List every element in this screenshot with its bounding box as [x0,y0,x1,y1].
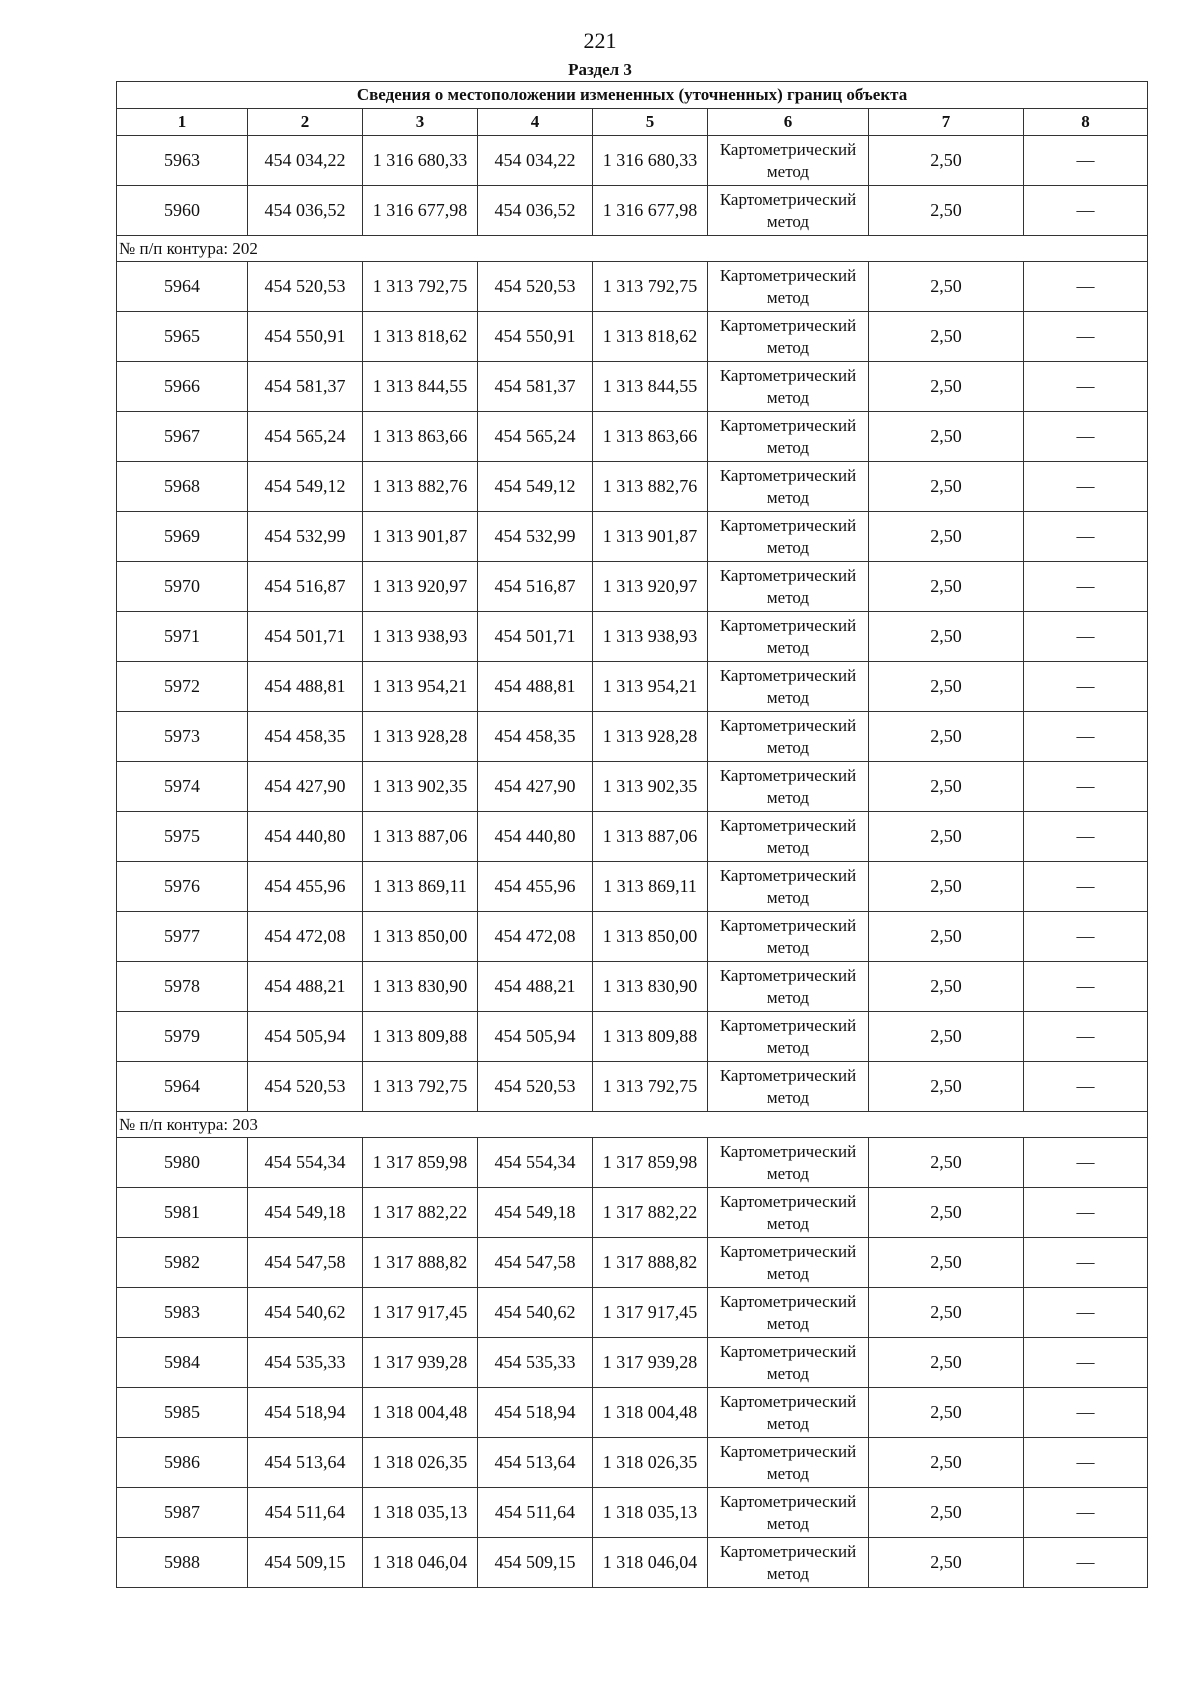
y-new-cell: 1 313 850,00 [593,912,708,962]
method-cell: Картометрический метод [708,562,869,612]
accuracy-cell: 2,50 [869,362,1024,412]
y-new-cell: 1 313 830,90 [593,962,708,1012]
y-new-cell: 1 313 954,21 [593,662,708,712]
y-old-cell: 1 313 882,76 [363,462,478,512]
y-new-cell: 1 317 939,28 [593,1338,708,1388]
point-number-cell: 5970 [117,562,248,612]
description-cell: — [1024,912,1148,962]
y-old-cell: 1 313 902,35 [363,762,478,812]
method-cell: Картометрический метод [708,862,869,912]
method-cell: Картометрический метод [708,1288,869,1338]
x-new-cell: 454 501,71 [478,612,593,662]
x-old-cell: 454 516,87 [248,562,363,612]
y-old-cell: 1 318 026,35 [363,1438,478,1488]
point-number-cell: 5982 [117,1238,248,1288]
column-number: 1 [117,109,248,136]
x-new-cell: 454 509,15 [478,1538,593,1588]
point-number-cell: 5979 [117,1012,248,1062]
table-row [117,1188,1148,1238]
point-number-cell: 5981 [117,1188,248,1238]
description-cell: — [1024,1488,1148,1538]
x-old-cell: 454 565,24 [248,412,363,462]
x-old-cell: 454 501,71 [248,612,363,662]
accuracy-cell: 2,50 [869,1012,1024,1062]
y-new-cell: 1 318 004,48 [593,1388,708,1438]
y-new-cell: 1 313 792,75 [593,1062,708,1112]
method-cell: Картометрический метод [708,412,869,462]
method-cell: Картометрический метод [708,1488,869,1538]
accuracy-cell: 2,50 [869,1238,1024,1288]
description-cell: — [1024,462,1148,512]
y-old-cell: 1 313 850,00 [363,912,478,962]
y-new-cell: 1 313 887,06 [593,812,708,862]
method-cell: Картометрический метод [708,186,869,236]
point-number-cell: 5960 [117,186,248,236]
accuracy-cell: 2,50 [869,412,1024,462]
description-cell: — [1024,562,1148,612]
y-old-cell: 1 318 004,48 [363,1388,478,1438]
x-old-cell: 454 554,34 [248,1138,363,1188]
point-number-cell: 5987 [117,1488,248,1538]
description-cell: — [1024,662,1148,712]
column-number: 7 [869,109,1024,136]
accuracy-cell: 2,50 [869,1438,1024,1488]
table-caption: Сведения о местоположении измененных (уточненных) границ объекта [117,82,1148,109]
x-new-cell: 454 472,08 [478,912,593,962]
contour-label: № п/п контура: 202 [117,236,1148,262]
accuracy-cell: 2,50 [869,812,1024,862]
page-number: 221 [583,28,617,53]
description-cell: — [1024,712,1148,762]
x-new-cell: 454 549,18 [478,1188,593,1238]
x-old-cell: 454 549,12 [248,462,363,512]
x-old-cell: 454 549,18 [248,1188,363,1238]
y-old-cell: 1 316 677,98 [363,186,478,236]
y-old-cell: 1 313 863,66 [363,412,478,462]
accuracy-cell: 2,50 [869,1338,1024,1388]
table-row [117,1488,1148,1538]
point-number-cell: 5980 [117,1138,248,1188]
accuracy-cell: 2,50 [869,862,1024,912]
description-cell: — [1024,612,1148,662]
table-row [117,912,1148,962]
y-new-cell: 1 316 677,98 [593,186,708,236]
point-number-cell: 5963 [117,136,248,186]
x-old-cell: 454 581,37 [248,362,363,412]
y-old-cell: 1 313 830,90 [363,962,478,1012]
contour-row [117,1112,1148,1138]
accuracy-cell: 2,50 [869,662,1024,712]
description-cell: — [1024,1438,1148,1488]
description-cell: — [1024,1538,1148,1588]
method-cell: Картометрический метод [708,762,869,812]
column-number: 6 [708,109,869,136]
y-old-cell: 1 317 939,28 [363,1338,478,1388]
x-new-cell: 454 540,62 [478,1288,593,1338]
y-old-cell: 1 313 844,55 [363,362,478,412]
y-old-cell: 1 317 888,82 [363,1238,478,1288]
method-cell: Картометрический метод [708,712,869,762]
x-old-cell: 454 509,15 [248,1538,363,1588]
x-old-cell: 454 511,64 [248,1488,363,1538]
method-cell: Картометрический метод [708,662,869,712]
y-new-cell: 1 313 920,97 [593,562,708,612]
table-row [117,1012,1148,1062]
x-old-cell: 454 532,99 [248,512,363,562]
point-number-cell: 5977 [117,912,248,962]
method-cell: Картометрический метод [708,512,869,562]
accuracy-cell: 2,50 [869,1188,1024,1238]
accuracy-cell: 2,50 [869,512,1024,562]
x-old-cell: 454 036,52 [248,186,363,236]
y-old-cell: 1 317 859,98 [363,1138,478,1188]
y-new-cell: 1 318 026,35 [593,1438,708,1488]
x-new-cell: 454 488,81 [478,662,593,712]
table-row [117,1538,1148,1588]
x-old-cell: 454 505,94 [248,1012,363,1062]
x-new-cell: 454 516,87 [478,562,593,612]
y-old-cell: 1 317 917,45 [363,1288,478,1338]
section-title: Раздел 3 [568,60,632,79]
accuracy-cell: 2,50 [869,912,1024,962]
column-number-row [117,109,1148,136]
method-cell: Картометрический метод [708,1438,869,1488]
point-number-cell: 5975 [117,812,248,862]
description-cell: — [1024,262,1148,312]
description-cell: — [1024,512,1148,562]
boundary-coordinates-table [116,81,1148,1588]
x-new-cell: 454 458,35 [478,712,593,762]
table-row [117,312,1148,362]
accuracy-cell: 2,50 [869,1538,1024,1588]
table-row [117,262,1148,312]
y-old-cell: 1 313 818,62 [363,312,478,362]
description-cell: — [1024,362,1148,412]
x-new-cell: 454 547,58 [478,1238,593,1288]
point-number-cell: 5986 [117,1438,248,1488]
point-number-cell: 5968 [117,462,248,512]
accuracy-cell: 2,50 [869,312,1024,362]
x-old-cell: 454 034,22 [248,136,363,186]
description-cell: — [1024,1338,1148,1388]
x-old-cell: 454 520,53 [248,1062,363,1112]
point-number-cell: 5964 [117,262,248,312]
table-body [117,136,1148,1588]
point-number-cell: 5976 [117,862,248,912]
method-cell: Картометрический метод [708,612,869,662]
x-new-cell: 454 550,91 [478,312,593,362]
y-old-cell: 1 313 901,87 [363,512,478,562]
table-row [117,412,1148,462]
y-old-cell: 1 313 792,75 [363,262,478,312]
x-new-cell: 454 440,80 [478,812,593,862]
accuracy-cell: 2,50 [869,1488,1024,1538]
accuracy-cell: 2,50 [869,186,1024,236]
y-new-cell: 1 313 792,75 [593,262,708,312]
x-new-cell: 454 488,21 [478,962,593,1012]
table-row [117,362,1148,412]
point-number-cell: 5965 [117,312,248,362]
y-new-cell: 1 313 882,76 [593,462,708,512]
table-row [117,186,1148,236]
point-number-cell: 5983 [117,1288,248,1338]
x-new-cell: 454 565,24 [478,412,593,462]
accuracy-cell: 2,50 [869,1288,1024,1338]
x-new-cell: 454 034,22 [478,136,593,186]
x-new-cell: 454 554,34 [478,1138,593,1188]
x-new-cell: 454 520,53 [478,262,593,312]
x-old-cell: 454 472,08 [248,912,363,962]
x-old-cell: 454 427,90 [248,762,363,812]
method-cell: Картометрический метод [708,962,869,1012]
x-new-cell: 454 513,64 [478,1438,593,1488]
description-cell: — [1024,1288,1148,1338]
point-number-cell: 5971 [117,612,248,662]
accuracy-cell: 2,50 [869,1062,1024,1112]
description-cell: — [1024,962,1148,1012]
point-number-cell: 5973 [117,712,248,762]
description-cell: — [1024,862,1148,912]
table-row [117,662,1148,712]
table-row [117,862,1148,912]
accuracy-cell: 2,50 [869,262,1024,312]
y-old-cell: 1 317 882,22 [363,1188,478,1238]
x-old-cell: 454 520,53 [248,262,363,312]
method-cell: Картометрический метод [708,1138,869,1188]
y-new-cell: 1 313 928,28 [593,712,708,762]
column-number: 2 [248,109,363,136]
x-new-cell: 454 511,64 [478,1488,593,1538]
description-cell: — [1024,1388,1148,1438]
column-number: 5 [593,109,708,136]
y-old-cell: 1 313 954,21 [363,662,478,712]
table-row [117,1238,1148,1288]
x-new-cell: 454 427,90 [478,762,593,812]
accuracy-cell: 2,50 [869,612,1024,662]
contour-row [117,236,1148,262]
y-new-cell: 1 316 680,33 [593,136,708,186]
table-row [117,1138,1148,1188]
x-old-cell: 454 535,33 [248,1338,363,1388]
y-old-cell: 1 316 680,33 [363,136,478,186]
x-new-cell: 454 455,96 [478,862,593,912]
table-row [117,812,1148,862]
table-row [117,562,1148,612]
y-new-cell: 1 313 818,62 [593,312,708,362]
point-number-cell: 5972 [117,662,248,712]
column-number: 8 [1024,109,1148,136]
method-cell: Картометрический метод [708,812,869,862]
table-row [117,1062,1148,1112]
x-old-cell: 454 455,96 [248,862,363,912]
y-new-cell: 1 313 863,66 [593,412,708,462]
accuracy-cell: 2,50 [869,712,1024,762]
table-row [117,512,1148,562]
x-new-cell: 454 505,94 [478,1012,593,1062]
x-new-cell: 454 581,37 [478,362,593,412]
y-new-cell: 1 313 844,55 [593,362,708,412]
contour-label: № п/п контура: 203 [117,1112,1148,1138]
y-new-cell: 1 313 809,88 [593,1012,708,1062]
table-row [117,1438,1148,1488]
y-old-cell: 1 313 887,06 [363,812,478,862]
point-number-cell: 5988 [117,1538,248,1588]
x-old-cell: 454 458,35 [248,712,363,762]
method-cell: Картометрический метод [708,136,869,186]
y-old-cell: 1 313 809,88 [363,1012,478,1062]
table-row [117,462,1148,512]
x-old-cell: 454 440,80 [248,812,363,862]
description-cell: — [1024,762,1148,812]
x-new-cell: 454 532,99 [478,512,593,562]
point-number-cell: 5974 [117,762,248,812]
column-number: 3 [363,109,478,136]
method-cell: Картометрический метод [708,912,869,962]
method-cell: Картометрический метод [708,1338,869,1388]
x-old-cell: 454 488,81 [248,662,363,712]
y-new-cell: 1 318 046,04 [593,1538,708,1588]
x-new-cell: 454 520,53 [478,1062,593,1112]
method-cell: Картометрический метод [708,1012,869,1062]
table-row [117,1338,1148,1388]
y-new-cell: 1 313 938,93 [593,612,708,662]
column-number: 4 [478,109,593,136]
point-number-cell: 5978 [117,962,248,1012]
method-cell: Картометрический метод [708,462,869,512]
method-cell: Картометрический метод [708,362,869,412]
method-cell: Картометрический метод [708,262,869,312]
accuracy-cell: 2,50 [869,462,1024,512]
x-new-cell: 454 036,52 [478,186,593,236]
table-row [117,136,1148,186]
y-old-cell: 1 313 928,28 [363,712,478,762]
method-cell: Картометрический метод [708,1062,869,1112]
description-cell: — [1024,1012,1148,1062]
table-row [117,762,1148,812]
table-row [117,612,1148,662]
y-new-cell: 1 317 917,45 [593,1288,708,1338]
accuracy-cell: 2,50 [869,762,1024,812]
table-caption-row [117,82,1148,109]
y-old-cell: 1 318 046,04 [363,1538,478,1588]
x-old-cell: 454 518,94 [248,1388,363,1438]
point-number-cell: 5985 [117,1388,248,1438]
description-cell: — [1024,1062,1148,1112]
method-cell: Картометрический метод [708,1238,869,1288]
accuracy-cell: 2,50 [869,562,1024,612]
x-new-cell: 454 549,12 [478,462,593,512]
table-row [117,1288,1148,1338]
y-old-cell: 1 313 920,97 [363,562,478,612]
method-cell: Картометрический метод [708,1388,869,1438]
description-cell: — [1024,812,1148,862]
point-number-cell: 5964 [117,1062,248,1112]
x-old-cell: 454 550,91 [248,312,363,362]
description-cell: — [1024,1188,1148,1238]
y-old-cell: 1 313 792,75 [363,1062,478,1112]
x-new-cell: 454 535,33 [478,1338,593,1388]
y-new-cell: 1 317 882,22 [593,1188,708,1238]
description-cell: — [1024,412,1148,462]
method-cell: Картометрический метод [708,312,869,362]
accuracy-cell: 2,50 [869,1388,1024,1438]
point-number-cell: 5969 [117,512,248,562]
description-cell: — [1024,136,1148,186]
y-new-cell: 1 318 035,13 [593,1488,708,1538]
x-old-cell: 454 540,62 [248,1288,363,1338]
x-new-cell: 454 518,94 [478,1388,593,1438]
method-cell: Картометрический метод [708,1538,869,1588]
y-old-cell: 1 318 035,13 [363,1488,478,1538]
y-new-cell: 1 317 888,82 [593,1238,708,1288]
x-old-cell: 454 488,21 [248,962,363,1012]
y-new-cell: 1 313 901,87 [593,512,708,562]
description-cell: — [1024,312,1148,362]
table-row [117,1388,1148,1438]
method-cell: Картометрический метод [708,1188,869,1238]
x-old-cell: 454 513,64 [248,1438,363,1488]
point-number-cell: 5967 [117,412,248,462]
y-new-cell: 1 313 869,11 [593,862,708,912]
y-new-cell: 1 313 902,35 [593,762,708,812]
accuracy-cell: 2,50 [869,136,1024,186]
point-number-cell: 5984 [117,1338,248,1388]
description-cell: — [1024,1138,1148,1188]
y-old-cell: 1 313 938,93 [363,612,478,662]
accuracy-cell: 2,50 [869,962,1024,1012]
y-new-cell: 1 317 859,98 [593,1138,708,1188]
description-cell: — [1024,1238,1148,1288]
y-old-cell: 1 313 869,11 [363,862,478,912]
table-row [117,712,1148,762]
accuracy-cell: 2,50 [869,1138,1024,1188]
description-cell: — [1024,186,1148,236]
x-old-cell: 454 547,58 [248,1238,363,1288]
table-row [117,962,1148,1012]
point-number-cell: 5966 [117,362,248,412]
